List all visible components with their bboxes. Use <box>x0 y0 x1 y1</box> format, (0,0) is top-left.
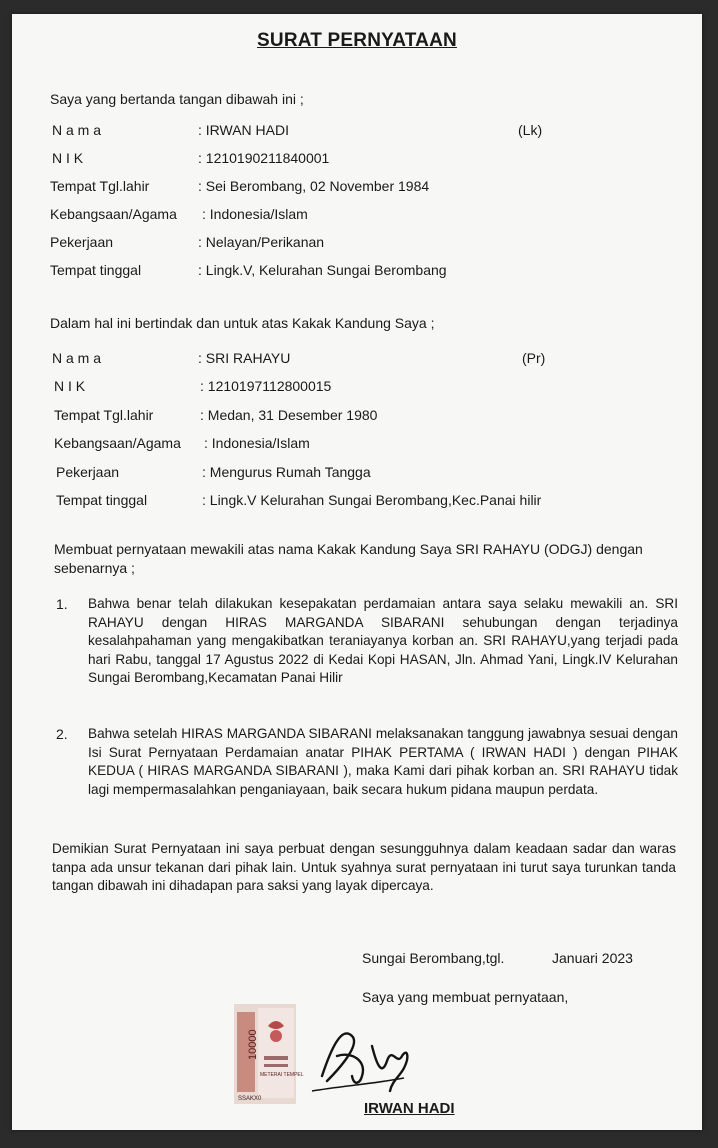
field-label: Pekerjaan <box>56 464 120 480</box>
field-value: : SRI RAHAYU <box>198 350 291 366</box>
field-value: : Sei Berombang, 02 November 1984 <box>198 178 430 194</box>
field-label: Kebangsaan/Agama <box>50 206 177 222</box>
gender-tag: (Pr) <box>522 350 546 366</box>
field-value: : 1210197112800015 <box>200 378 332 394</box>
person1-nationality-row <box>50 206 650 226</box>
person1-nik-row <box>52 150 652 170</box>
statement-text: Membuat pernyataan mewakili atas nama Kakak Kandung Saya SRI RAHAYU (ODGJ) dengan sebenarnya ; <box>54 541 643 576</box>
letter-title: SURAT PERNYATAAN <box>257 30 457 51</box>
point-number: 2. <box>56 726 68 742</box>
field-value: : Indonesia/Islam <box>204 435 310 451</box>
field-label: Kebangsaan/Agama <box>54 435 181 451</box>
field-label: Tempat Tgl.lahir <box>50 178 150 194</box>
stamp-code: SSAKX0 <box>238 1096 262 1102</box>
signature-icon <box>292 1006 422 1101</box>
stamp-label: METERAI TEMPEL <box>260 1072 304 1078</box>
acting-text: Dalam hal ini bertindak dan untuk atas Kakak Kandung Saya ; <box>50 315 435 331</box>
person2-job-row <box>56 464 656 484</box>
place-date: Sungai Berombang,tgl. <box>362 950 505 966</box>
field-value: : 1210190211840001 <box>198 150 330 166</box>
field-label: Pekerjaan <box>50 234 114 250</box>
person2-nik-row <box>54 378 654 398</box>
person2-birth-row <box>54 407 654 427</box>
field-value: : Medan, 31 Desember 1980 <box>200 407 378 423</box>
month-year: Januari 2023 <box>552 950 633 966</box>
field-label: Tempat Tgl.lahir <box>54 407 154 423</box>
closing-text: Demikian Surat Pernyataan ini saya perbuat dengan sesungguhnya dalam keadaan sadar dan waras tanpa ada unsur tekanan dari pihak lain. Untuk syahnya surat pernyataan ini turut saya turunkan tanda tangan dibawah ini dihadapan para saksi yang layak dipercaya. <box>52 841 676 893</box>
person2-nationality-row <box>54 435 654 455</box>
point-text: Bahwa benar telah dilakukan kesepakatan perdamaian antara saya selaku mewakili an. SRI RAHAYU dengan HIRAS MARGANDA SIBARANI sehubungan dengan terjadinya kesalahpahaman yang mengakibatkan teraniayanya korban an. SRI RAHAYU,yang terjadi pada hari Rabu, tanggal 17 Agustus 2022 di Kedai Kopi HASAN, Jln. Ahmad Yani, Lingk.IV Kelurahan Sungai Berombang,Kecamatan Panai Hilir <box>88 596 678 685</box>
maker-text: Saya yang membuat pernyataan, <box>362 989 569 1005</box>
gender-tag: (Lk) <box>518 122 543 138</box>
revenue-stamp-icon <box>234 1004 304 1104</box>
field-label: N I K <box>54 378 86 394</box>
person1-birth-row <box>50 178 650 198</box>
letter-page <box>12 14 702 1130</box>
field-label: N I K <box>52 150 84 166</box>
person1-job-row <box>50 234 650 254</box>
field-value: : Indonesia/Islam <box>202 206 308 222</box>
person2-name-row <box>52 350 652 370</box>
field-label: Tempat tinggal <box>50 262 142 278</box>
field-value: : Nelayan/Perikanan <box>198 234 325 250</box>
person1-name-row <box>52 122 652 142</box>
person1-address-row <box>50 262 650 282</box>
field-label: Tempat tinggal <box>56 492 148 508</box>
signer-name: IRWAN HADI <box>364 1100 455 1117</box>
field-value: : Mengurus Rumah Tangga <box>202 464 371 480</box>
field-value: : Lingk.V, Kelurahan Sungai Berombang <box>198 262 447 278</box>
field-value: : Lingk.V Kelurahan Sungai Berombang,Kec.Panai hilir <box>202 492 542 508</box>
intro-text: Saya yang bertanda tangan dibawah ini ; <box>50 91 304 107</box>
point-number: 1. <box>56 596 68 612</box>
field-label: N a m a <box>52 122 102 138</box>
stamp-amount: 10000 <box>247 1029 259 1060</box>
person2-address-row <box>56 492 696 512</box>
field-value: : IRWAN HADI <box>198 122 290 138</box>
point-text: Bahwa setelah HIRAS MARGANDA SIBARANI melaksanakan tanggung jawabnya sesuai dengan Isi Surat Pernyataan Perdamaian anatar PIHAK PERTAMA ( IRWAN HADI ) dengan PIHAK KEDUA ( HIRAS MARGANDA SIBARANI ), maka Kami dari pihak korban an. SRI RAHAYU tidak lagi mempermasalahkan penganiayaan, baik secara hukum pidana maupun perdata. <box>88 726 678 797</box>
field-label: N a m a <box>52 350 102 366</box>
